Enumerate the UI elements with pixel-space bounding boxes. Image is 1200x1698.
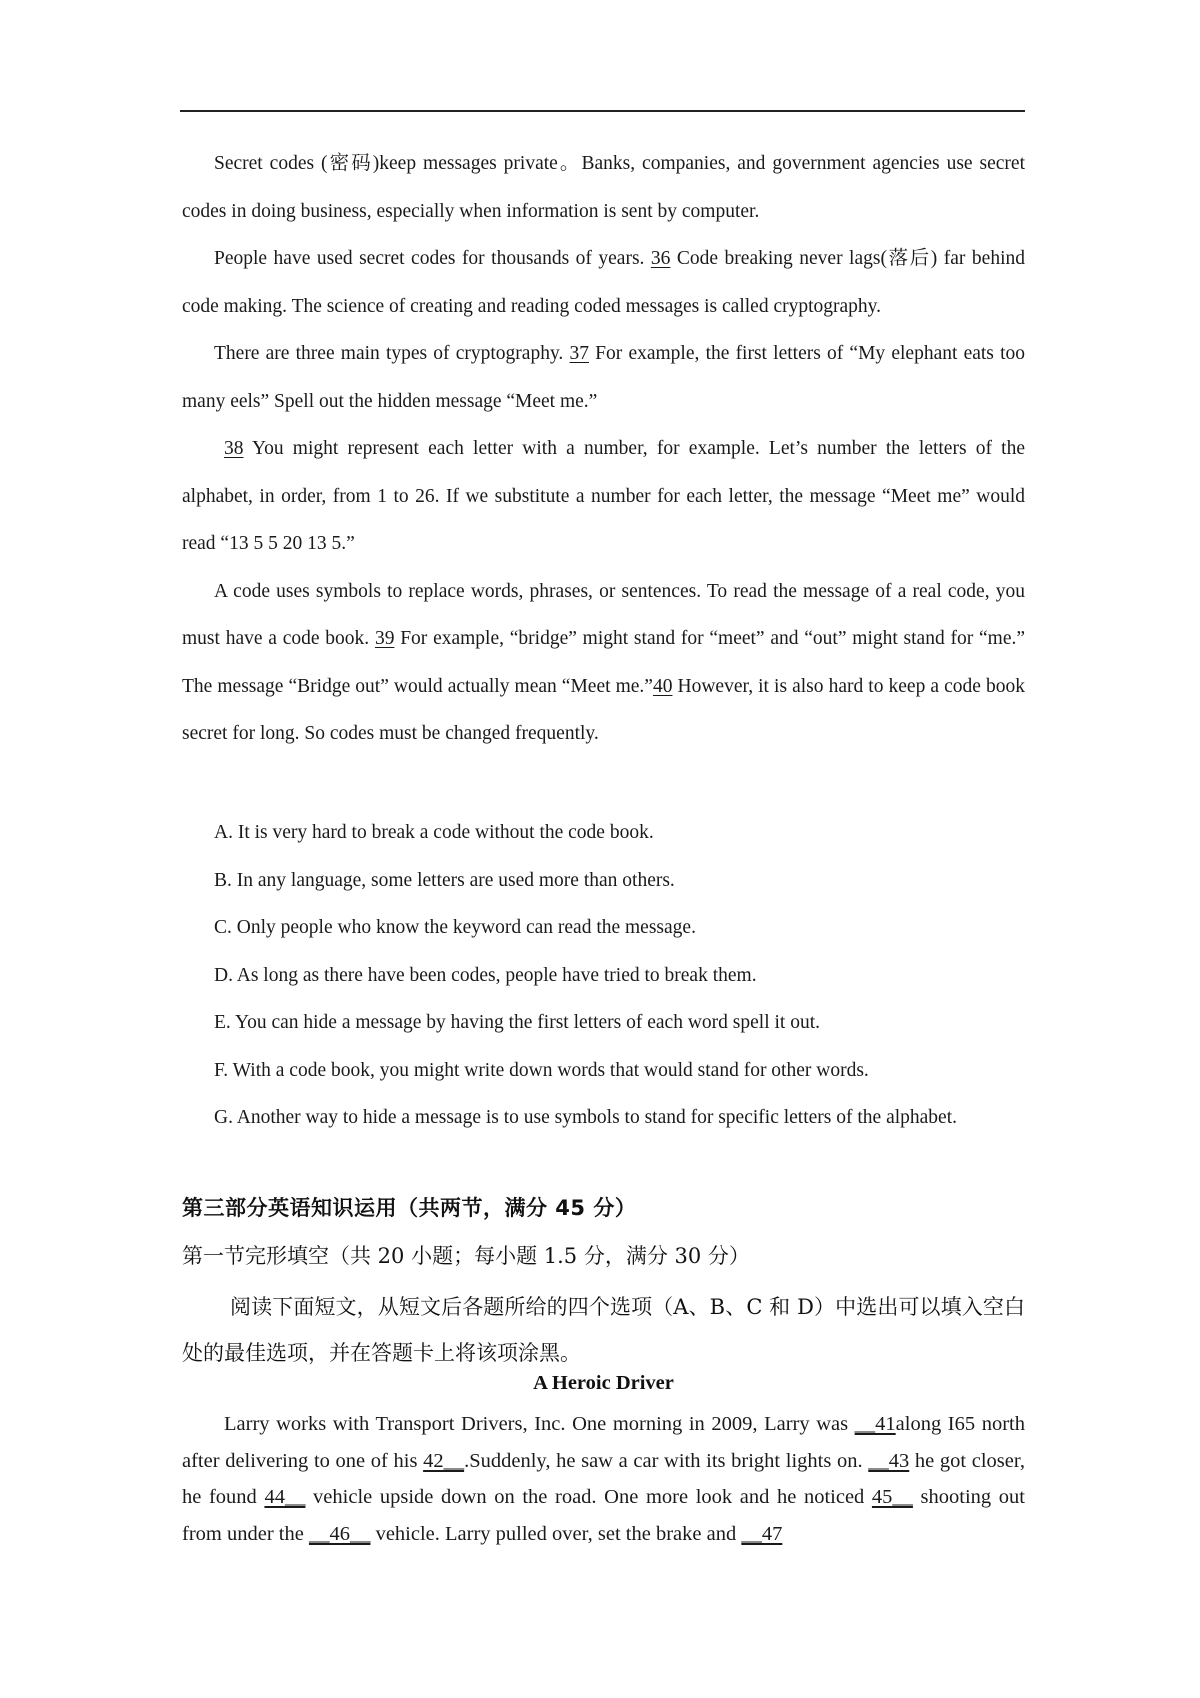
header-rule <box>180 110 1025 112</box>
story-text-7: vehicle. Larry pulled over, set the brake and <box>370 1522 742 1545</box>
p2-text-b: Code breaking never lags(落后) far behind code making. The science of creating and reading coded messages is called cryptography. <box>182 248 1025 317</box>
blank-44: 44__ <box>264 1486 306 1508</box>
blank-42: 42__ <box>423 1449 465 1472</box>
blank-46: __46__ <box>308 1522 371 1545</box>
options-list <box>182 809 1025 1142</box>
option-c: C. Only people who know the keyword can read the message. <box>214 917 696 938</box>
blank-37: 37 <box>569 343 589 364</box>
option-d: D. As long as there have been codes, people have tried to break them. <box>214 964 757 986</box>
p5-text-b: For example, “bridge” might stand for “meet” and “out” might stand for “me.” The message “Bridge out” would actually mean “Meet me.” <box>182 628 1025 697</box>
blank-47: __47 <box>741 1522 783 1545</box>
p3-text-b: For example, the first letters of “My elephant eats too many eels” Spell out the hidden message “Meet me.” <box>182 343 1025 412</box>
option-e: E. You can hide a message by having the first letters of each word spell it out. <box>214 1012 820 1033</box>
story-text-4: he got closer, he found <box>182 1449 1026 1508</box>
blank-45: 45__ <box>871 1486 913 1508</box>
blank-38: 38 <box>224 438 244 459</box>
instructions: 阅读下面短文，从短文后各题所给的四个选项（A、B、C 和 D）中选出可以填入空白处的最佳选项，并在答题卡上将该项涂黑。 <box>182 1295 1025 1365</box>
passage-paragraph-4 <box>182 425 1025 568</box>
story-paragraph <box>182 1406 1025 1552</box>
option-b: B. In any language, some letters are used more than others. <box>214 869 675 891</box>
p1-text: Secret codes (密码)keep messages private。Banks, companies, and government agencies use secret codes in doing business, especially when information is sent by computer. <box>182 153 1025 222</box>
passage-paragraph-2 <box>182 235 1025 330</box>
story-text-2: along I65 north after delivering to one of his <box>182 1413 1025 1472</box>
p4-text: You might represent each letter with a number, for example. Let’s number the letters of the alphabet, in order, from 1 to 26. If we substitute a number for each letter, the message “Meet me” would read “13 5 5 20 13 5.” <box>182 438 1025 554</box>
blank-41: __41 <box>854 1413 896 1435</box>
passage-paragraph-1 <box>182 140 1025 235</box>
story-title: A Heroic Driver <box>533 1372 674 1394</box>
passage-paragraph-3 <box>182 330 1025 425</box>
p5-text-c: However, it is also hard to keep a code book secret for long. So codes must be changed frequently. <box>182 675 1025 744</box>
p3-text-a: There are three main types of cryptography. <box>214 343 570 364</box>
story-text-5: vehicle upside down on the road. One more look and he noticed <box>305 1486 872 1508</box>
p5-text-a: A code uses symbols to replace words, phrases, or sentences. To read the message of a real code, you must have a code book. <box>182 580 1025 649</box>
blank-39: 39 <box>374 628 395 649</box>
p2-text-a: People have used secret codes for thousands of years. <box>214 248 651 269</box>
option-a: A. It is very hard to break a code without the code book. <box>214 822 654 843</box>
story-text-3: .Suddenly, he saw a car with its bright lights on. <box>464 1449 869 1472</box>
part-heading: 第三部分英语知识运用（共两节，满分 45 分） <box>182 1196 637 1220</box>
reading-passage <box>182 140 1025 758</box>
blank-43: __43 <box>868 1449 910 1472</box>
option-g: G. Another way to hide a message is to use symbols to stand for specific letters of the alphabet. <box>214 1107 957 1128</box>
story-text-1: Larry works with Transport Drivers, Inc. One morning in 2009, Larry was <box>224 1413 855 1435</box>
blank-36: 36 <box>650 248 671 269</box>
story-text-6: shooting out from under the <box>182 1486 1025 1545</box>
passage-paragraph-5 <box>182 568 1025 758</box>
option-f: F. With a code book, you might write down words that would stand for other words. <box>214 1059 869 1081</box>
blank-40: 40 <box>652 675 673 697</box>
section-heading: 第一节完形填空（共 20 小题；每小题 1.5 分，满分 30 分） <box>182 1244 750 1268</box>
